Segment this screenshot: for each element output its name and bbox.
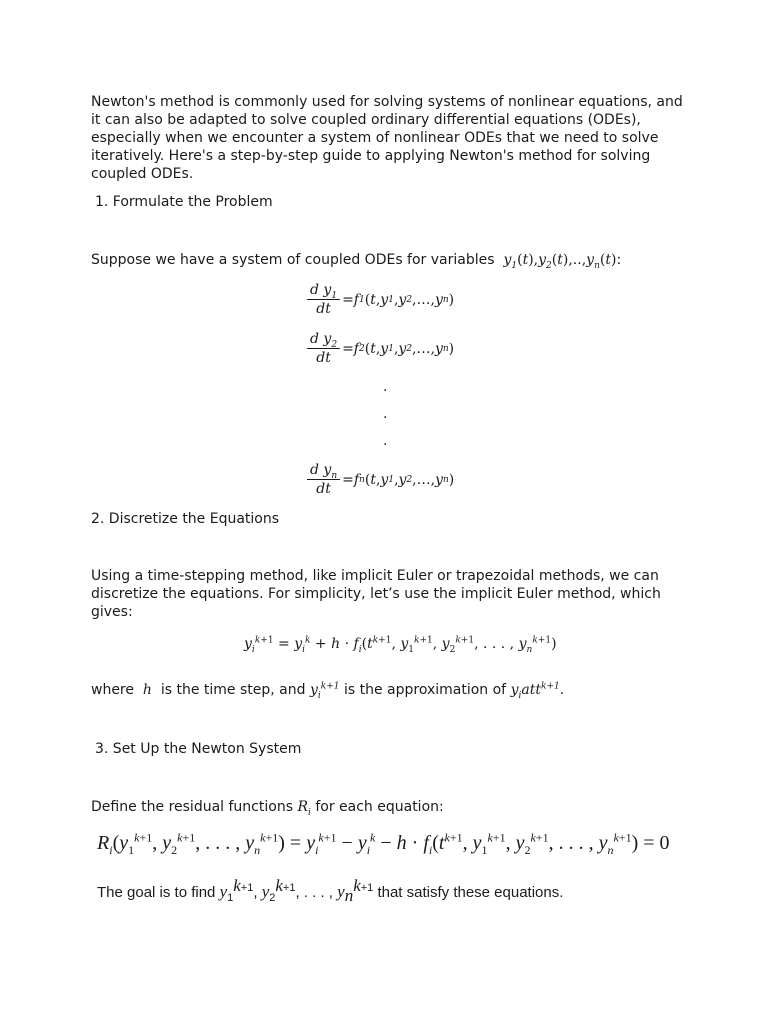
residual-equation: $R_i(y_1^{k+1}$, $y_2^{k+1}$, . . . , $y_n^{k+1}) = y_i^{k+1} - y_i^k - h \cdot f_i(t^{k+1}$, $y_1^{k+1}$, $y_2^{k+1}$, . . . , $y_n^{k+1}) = 0$ — [97, 830, 670, 857]
vertical-dot: . — [383, 379, 388, 395]
h-symbol: h — [138, 682, 157, 698]
intro-paragraph: Newton's method is commonly used for solving systems of nonlinear equations, and it can also be adapted to solve coupled ordinary differential equations (ODEs), especially when we encounter a system of nonlinear ODEs that we need to solve iteratively. Here's a step-by-step guide to applying Newton's method for solving coupled ODEs. — [91, 94, 683, 182]
section-1-heading: 1. Formulate the Problem — [95, 194, 273, 210]
residual-symbol: $R_i$ — [297, 799, 311, 818]
define-text: Define the residual functions — [91, 799, 293, 815]
section-1-lead: Suppose we have a system of coupled ODEs for variables $y_1(t),y_2(t),..,y_n(t)$: — [91, 252, 622, 271]
approx-symbol: $y_i^{k+1}$ — [309, 681, 340, 701]
ode-equation-2: $\frac{d y_2}{dt}$ = f 2 ( t , y 1 , y 2 ,…, y n ) — [307, 331, 454, 366]
where-mid2: is the approximation of — [343, 682, 507, 698]
vertical-dot: . — [383, 406, 388, 422]
section-2-heading: 2. Discretize the Equations — [91, 511, 280, 527]
goal-suffix: that satisfy these equations. — [377, 884, 564, 901]
derivative-fraction: $\frac{d y_n}{dt}$ — [307, 462, 340, 497]
vertical-dot: . — [383, 433, 388, 449]
variables-list-formula: $y_1(t),y_2(t),..,y_n(t)$ — [499, 252, 617, 271]
equals-zero: = 0 — [643, 832, 670, 854]
derivative-fraction: $\frac{d y_1}{dt}$ — [307, 282, 340, 317]
goal-line: The goal is to find $y_1^{k+1}$, $y_2^{k+1}$, . . . , $y_n^{k+1}$ that satisfy these equations. — [97, 876, 564, 905]
where-mid: is the time step, and — [160, 682, 306, 698]
define-suffix: for each equation: — [315, 799, 444, 815]
where-prefix: where — [91, 682, 134, 698]
ode-equation-n: $\frac{d y_n}{dt}$ = f n ( t , y 1 , y 2 ,…, y n ) — [307, 462, 454, 497]
derivative-fraction: $\frac{d y_2}{dt}$ — [307, 331, 340, 366]
goal-prefix: The goal is to find — [97, 884, 216, 901]
implicit-euler-formula: $y_i^{k+1} = y_i^k + h \cdot f_i(t^{k+1}$, $y_1^{k+1}$, $y_2^{k+1}$, . . . , $y_n^{k+1}$) — [244, 635, 557, 655]
y-at-t-symbol: $y_iatt^{k+1}$ — [510, 681, 560, 701]
define-line — [91, 798, 691, 816]
section-2-text: Using a time-stepping method, like implicit Euler or trapezoidal methods, we can discretize the equations. For simplicity, let’s use the implicit Euler method, which gives: — [91, 568, 661, 620]
where-line: where h is the time step, and $y_i^{k+1}$ is the approximation of $y_iatt^{k+1}$. — [91, 681, 565, 701]
section-1-lead-text: Suppose we have a system of coupled ODEs for variables — [91, 252, 495, 268]
section-3-heading: 3. Set Up the Newton System — [95, 741, 302, 757]
ode-equation-1: $\frac{d y_1}{dt}$ = f 1 ( t , y 1 , y 2 ,…, y n ) — [307, 282, 454, 317]
